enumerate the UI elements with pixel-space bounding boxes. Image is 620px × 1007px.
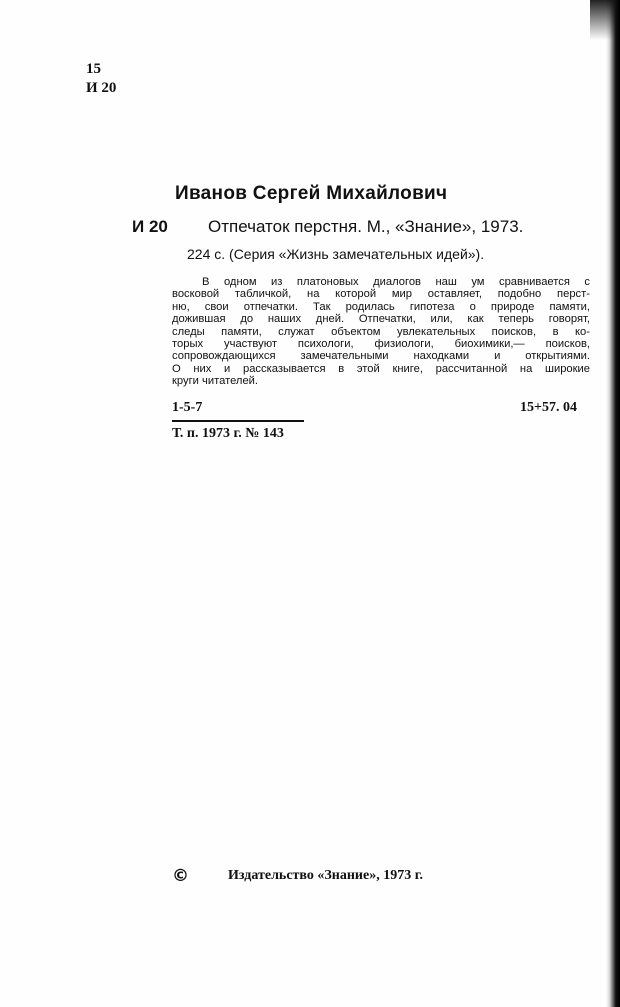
title-line: Отпечаток перстня. М., «Знание», 1973. xyxy=(208,217,524,236)
annotation-line: В одном из платоновых диалогов наш ум сравнивается с xyxy=(202,276,590,288)
bbk-code: И 20 xyxy=(86,80,117,96)
bbk-index: 15+57. 04 xyxy=(520,400,577,415)
annotation-line: торых участвуют психологи, физиологи, биохимики,— поисков, xyxy=(172,338,590,351)
annotation-line: круги читателей. xyxy=(172,375,259,388)
annotation-line: восковой табличкой, на которой мир оставляет, подобно перст- xyxy=(172,288,590,301)
annotation-line: сопровождающихся замечательными находками и открытиями. xyxy=(172,350,590,363)
udc-code: 15 xyxy=(86,61,101,77)
annotation-line: следы памяти, служат объектом увлекательных поисков, в ко- xyxy=(172,325,590,338)
annotation xyxy=(172,276,590,388)
annotation-line: дожившая до наших дней. Отпечатки, или, как теперь говорят, xyxy=(172,313,590,326)
author-name: Иванов Сергей Михайлович xyxy=(175,183,448,204)
annotation-line: О них и рассказывается в этой книге, рассчитанной на широкие xyxy=(172,362,590,375)
annotation-line: ню, свои отпечатки. Так родилась гипотеза о природе памяти, xyxy=(172,300,590,313)
classification-block xyxy=(86,60,116,98)
subject-code: 1-5-7 xyxy=(172,400,203,415)
publishing-plan: Т. п. 1973 г. № 143 xyxy=(172,426,284,441)
publisher-imprint: Издательство «Знание», 1973 г. xyxy=(228,868,423,883)
author-cipher: И 20 xyxy=(132,217,168,236)
copyright-icon: © xyxy=(172,866,189,886)
series-line: 224 с. (Серия «Жизнь замечательных идей»). xyxy=(187,246,485,262)
scan-edge-right xyxy=(606,0,620,1007)
divider-rule xyxy=(172,420,304,422)
